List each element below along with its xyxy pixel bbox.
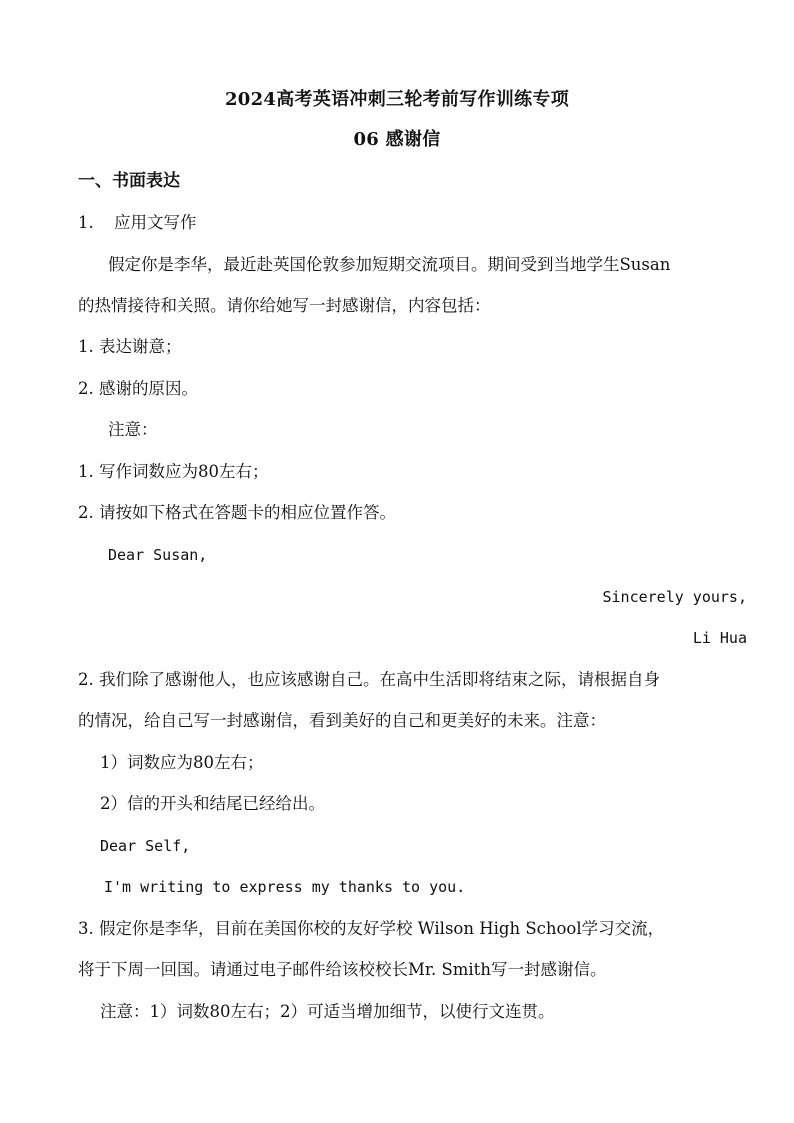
q1-note-1: 1. 写作词数应为80左右；: [78, 462, 269, 481]
document-subtitle: 06 感谢信: [353, 129, 441, 150]
q1-point-1: 1. 表达谢意；: [78, 337, 182, 356]
q1-note-2: 2. 请按如下格式在答题卡的相应位置作答。: [78, 503, 396, 522]
q1-salutation: Dear Susan,: [108, 546, 208, 564]
q1-type: 应用文写作: [114, 213, 197, 232]
q2-opening: I'm writing to express my thanks to you.: [104, 878, 466, 896]
q1-prompt-line1: 假定你是李华，最近赴英国伦敦参加短期交流项目。期间受到当地学生Susan: [108, 255, 671, 274]
document-title: 2024高考英语冲刺三轮考前写作训练专项: [224, 89, 570, 110]
q1-point-2: 2. 感谢的原因。: [78, 379, 198, 398]
section-heading: 一、书面表达: [78, 171, 180, 191]
q3-line2: 将于下周一回国。请通过电子邮件给该校校长Mr. Smith写一封感谢信。: [78, 960, 607, 979]
q2-salutation: Dear Self,: [100, 837, 191, 855]
q1-note-label: 注意：: [108, 420, 158, 439]
q2-note-2: 2）信的开头和结尾已经给出。: [100, 794, 325, 813]
q1-signature: Li Hua: [692, 629, 747, 647]
q2-line1: 2. 我们除了感谢他人，也应该感谢自己。在高中生活即将结束之际，请根据自身: [78, 670, 660, 689]
q1-closing: Sincerely yours,: [602, 588, 747, 606]
q3-note: 注意：1）词数80左右；2）可适当增加细节，以使行文连贯。: [100, 1002, 555, 1021]
q3-line1: 3. 假定你是李华，目前在美国你校的友好学校 Wilson High School学习交流，: [78, 919, 665, 938]
q2-note-1: 1）词数应为80左右；: [100, 753, 264, 772]
q1-number: 1.: [78, 213, 94, 232]
q1-prompt-line2: 的热情接待和关照。请你给她写一封感谢信，内容包括：: [78, 296, 491, 315]
q2-line2: 的情况，给自己写一封感谢信，看到美好的自己和更美好的未来。注意：: [78, 711, 606, 730]
